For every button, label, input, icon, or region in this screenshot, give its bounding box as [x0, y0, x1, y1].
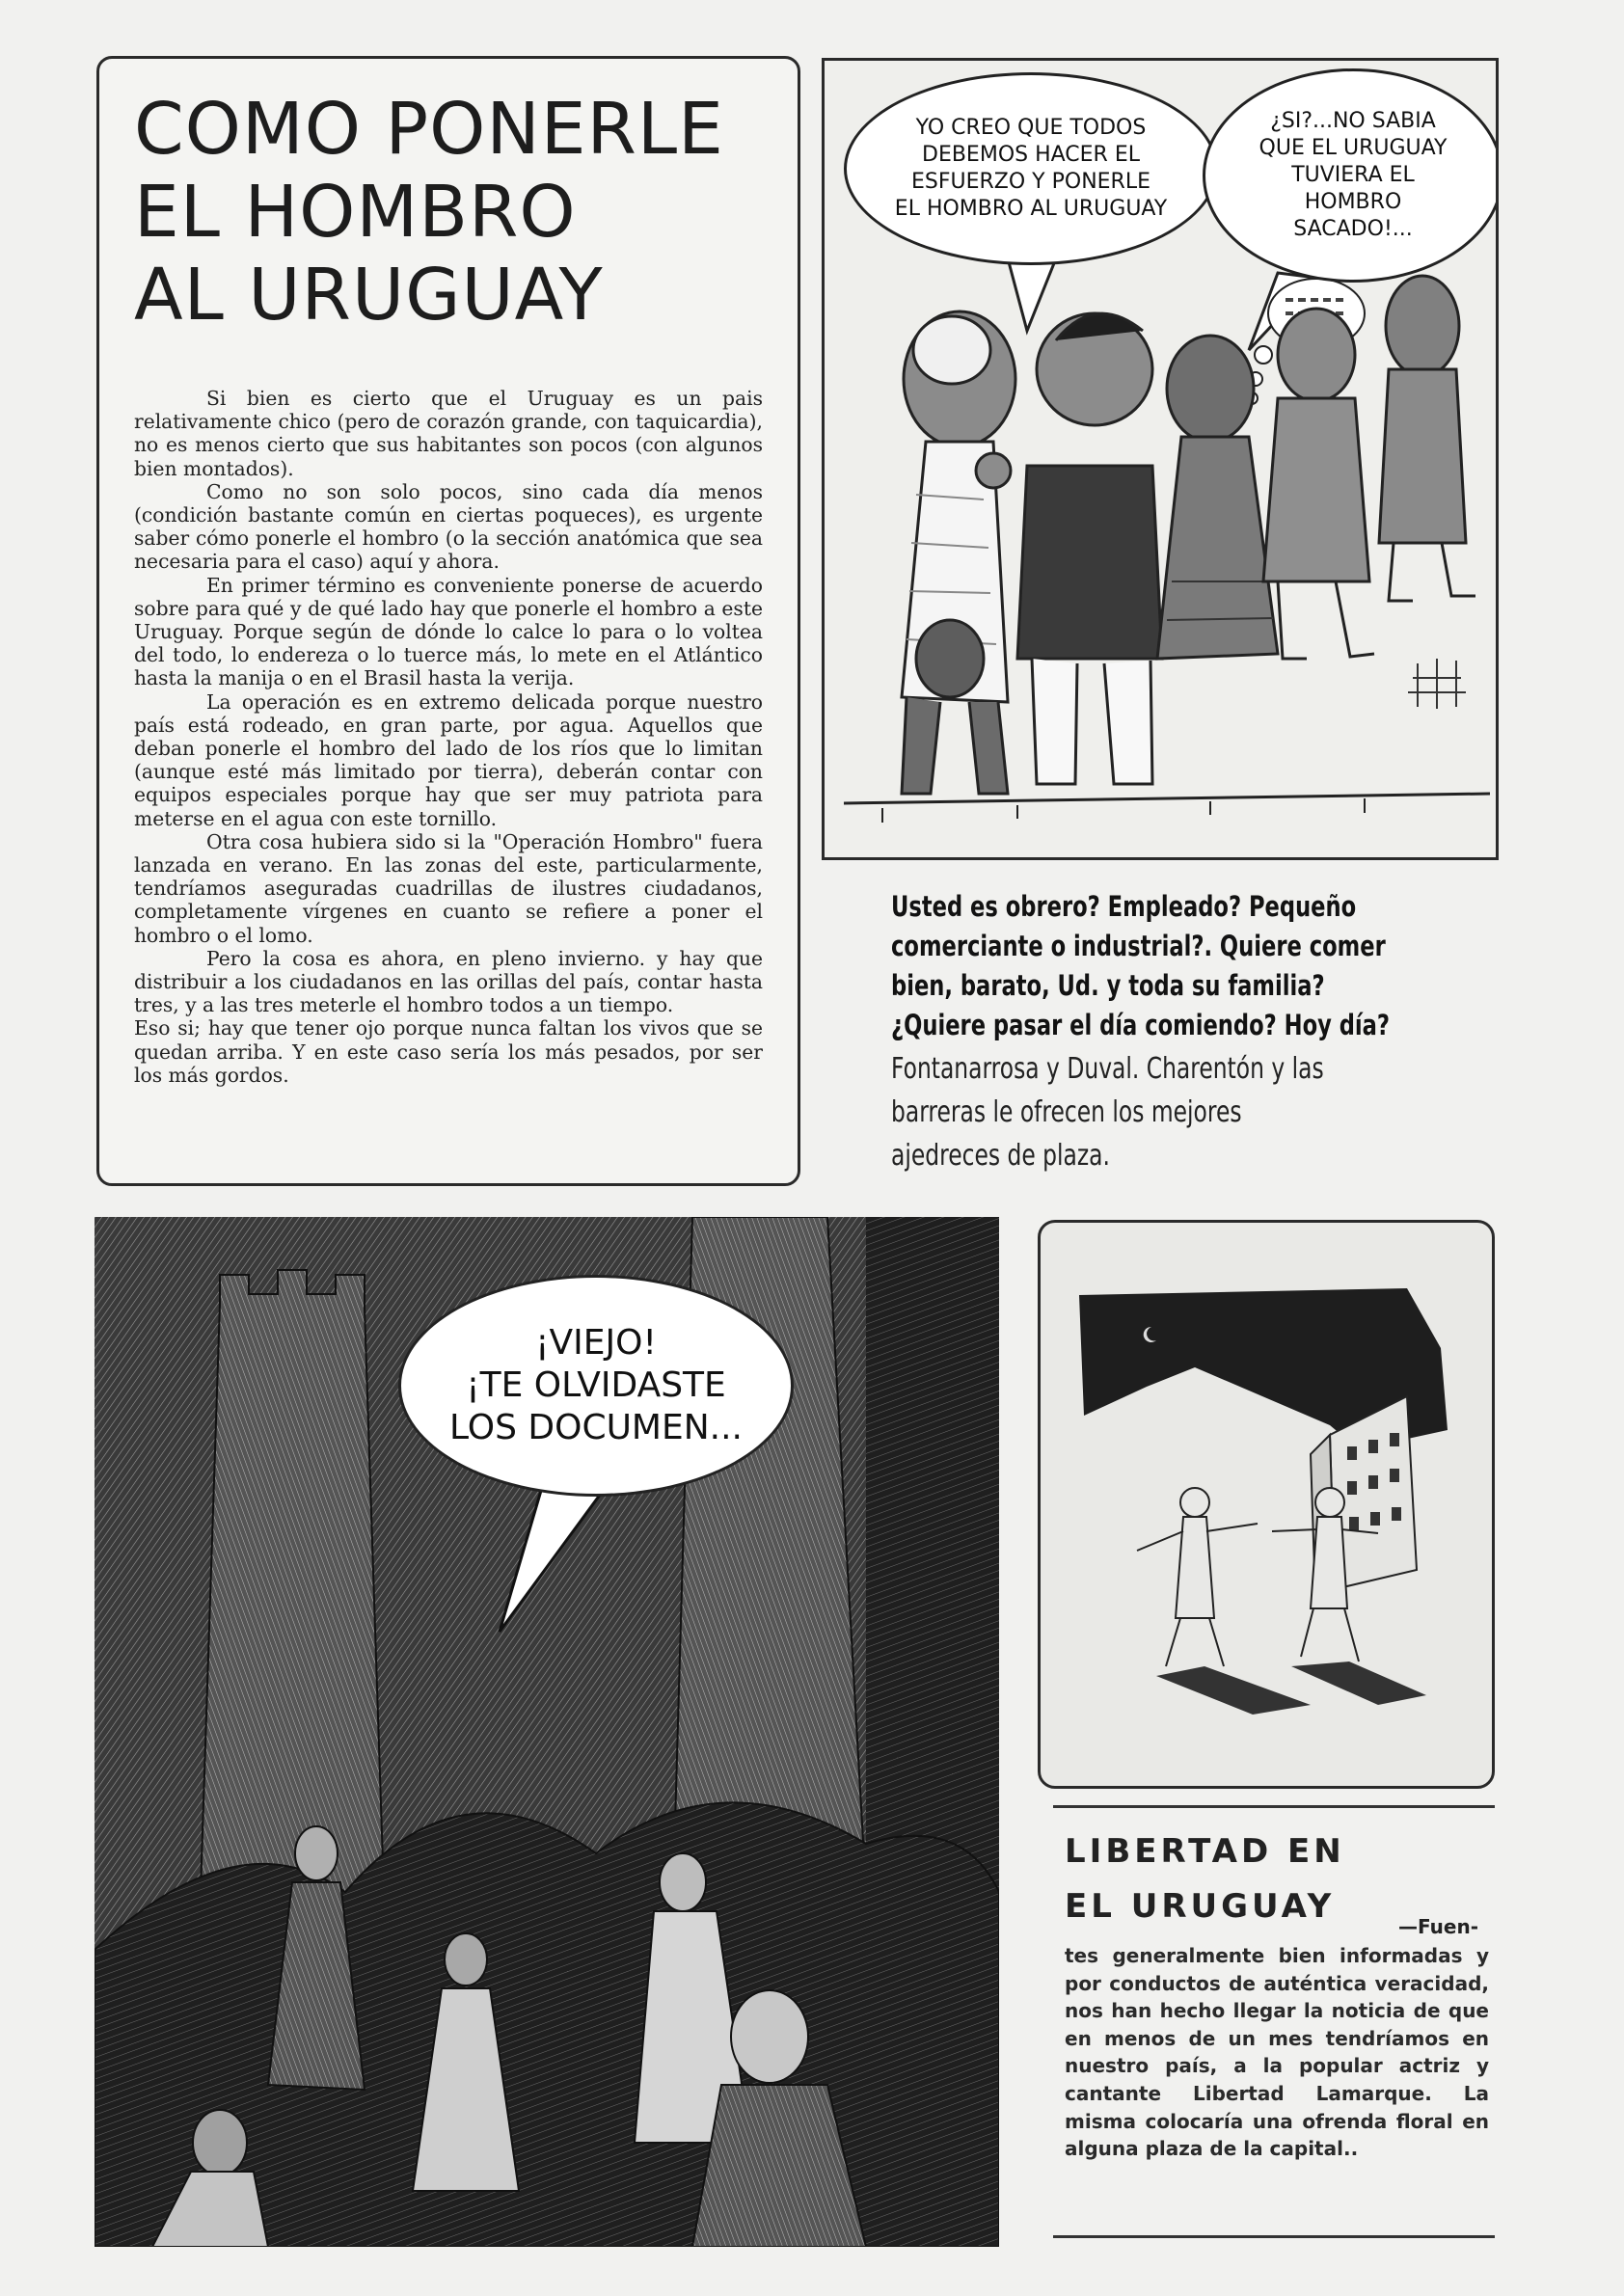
- article-title: COMO PONERLE EL HOMBRO AL URUGUAY: [134, 88, 724, 337]
- comic-figure-old-man: [902, 311, 1015, 794]
- article-paragraph: Como no son solo pocos, sino cada día menos (condición bastante común en ciertas poqueces), es urgente saber cómo ponerle el hombro (o la sección anatómica que sea necesaria para el caso) aquí y ahora.: [134, 479, 763, 574]
- engraving-illustration: [95, 1217, 999, 2247]
- ad-bold-line: comerciante o industrial?. Quiere comer: [891, 930, 1386, 962]
- ad-normal-line: Fontanarrosa y Duval. Charentón y las: [891, 1052, 1324, 1086]
- advertisement-text: [891, 887, 1431, 1045]
- night-cartoon-panel: [1038, 1220, 1495, 1789]
- ad-normal-line: ajedreces de plaza.: [891, 1139, 1110, 1173]
- article-box: [96, 56, 800, 1186]
- night-cartoon-illustration: [1041, 1223, 1495, 1789]
- speech-bubble-engraving: ¡VIEJO! ¡TE OLVIDASTE LOS DOCUMEN...: [398, 1275, 794, 1497]
- sleepwalker-left: [1137, 1488, 1311, 1715]
- speech-bubble-left: YO CREO QUE TODOS DEBEMOS HACER EL ESFUERZO Y PONERLE EL HOMBRO AL URUGUAY: [844, 72, 1218, 265]
- libertad-rule-top: [1053, 1805, 1495, 1808]
- article-paragraph: La operación es en extremo delicada porque nuestro país está rodeado, en gran parte, por agua. Aquellos que deban ponerle el hombro del lado de los ríos que lo limitan (aunque esté más limitado por tierra), deberán contar con equipos especiales porque hay que ser muy patriota para meterse en el agua con este tornillo.: [134, 689, 763, 830]
- ad-bold-line: ¿Quiere pasar el día comiendo? Hoy día?: [891, 1009, 1391, 1041]
- comic-figure-man-5: [1379, 276, 1475, 601]
- ad-normal-line: barreras le ofrecen los mejores: [891, 1095, 1242, 1129]
- advertisement-subtext: [891, 1047, 1431, 1177]
- libertad-lead: —Fuen-: [1398, 1915, 1479, 1938]
- article-paragraph: En primer término es conveniente ponerse de acuerdo sobre para qué y de qué lado hay que ponerle el hombro a este Uruguay. Porque según de dónde lo calce lo para o lo voltea del todo, lo endereza o lo tuerce más, lo mete en el Atlántico hasta la manija o en el Brasil hasta la verija.: [134, 573, 763, 690]
- article-paragraph: Pero la cosa es ahora, en pleno invierno. y hay que distribuir a los ciudadanos en las orillas del país, contar hasta tres, y a las tres meterle el hombro todos a un tiempo.: [134, 946, 763, 1017]
- article-paragraph: Eso si; hay que tener ojo porque nunca faltan los vivos que se quedan arriba. Y en este caso sería los más pesados, por ser los más gordos.: [134, 1016, 763, 1087]
- speech-bubble-right: ¿SI?...NO SABIA QUE EL URUGUAY TUVIERA EL HOMBRO SACADO!...: [1203, 68, 1499, 283]
- article-paragraph: Si bien es cierto que el Uruguay es un pais relativamente chico (pero de corazón grande, con taquicardia), no es menos cierto que sus habitantes son pocos (con algunos bien montados).: [134, 387, 763, 480]
- article-paragraph: Otra cosa hubiera sido si la "Operación Hombro" fuera lanzada en verano. En las zonas del este, particularmente, tendríamos aseguradas cuadrillas de ilustres ciudadanos, completamente vírgenes en cuanto se refiere a poner el hombro o el lomo.: [134, 829, 763, 947]
- ad-bold-line: bien, barato, Ud. y toda su familia?: [891, 969, 1325, 1002]
- ad-bold-block: [891, 887, 1433, 1045]
- comic-panel-top: [822, 58, 1499, 860]
- libertad-body: tes generalmente bien informadas y por conductos de auténtica veracidad, nos han hecho llegar la noticia de que en menos de un mes tendríamos en nuestro país, a la popular actriz y cantante Libertad Lamarque. La misma colocaría una ofrenda floral en alguna plaza de la capital..: [1065, 1944, 1489, 2161]
- libertad-rule-bottom: [1053, 2235, 1495, 2238]
- article-body: [134, 387, 763, 1087]
- comic-figure-man-4: [1263, 309, 1374, 659]
- ad-bold-line: Usted es obrero? Empleado? Pequeño: [891, 890, 1357, 923]
- libertad-title: LIBERTAD EN EL URUGUAY: [1065, 1832, 1345, 1926]
- ad-normal-block: [891, 1047, 1433, 1177]
